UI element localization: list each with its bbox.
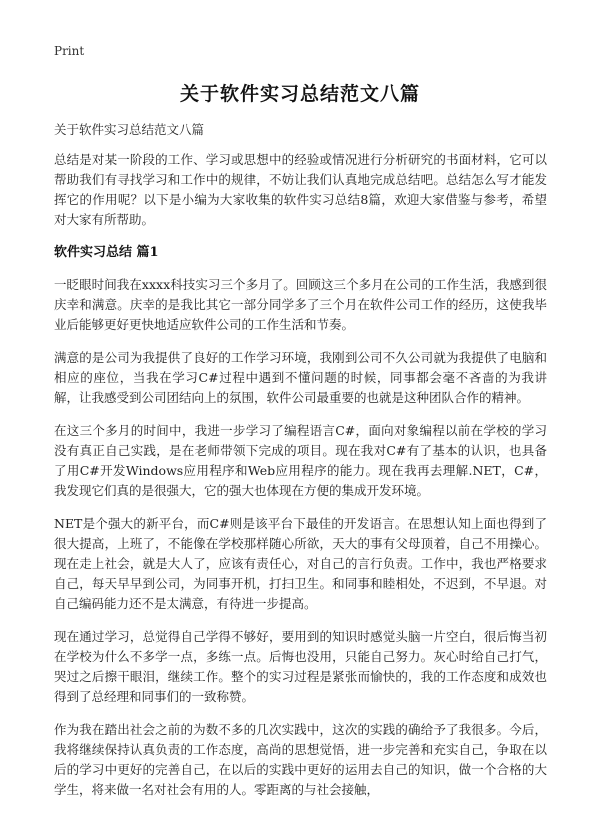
section-heading: 软件实习总结 篇1: [54, 245, 159, 260]
document-subtitle: 关于软件实习总结范文八篇: [54, 122, 205, 137]
body-paragraph-4: NET是个强大的新平台，而C#则是该平台下最佳的开发语言。在思想认知上面也得到了很大提高，上班了，不能像在学校那样随心所欲，天大的事有父母顶着，自己不用操心。现在走上社会，就是大人了，应该有责任心，对自己的言行负责。工作中，我也严格要求自己，每天早早到公司，为同事开机，打扫卫生。和同事和睦相处，不迟到，不早退。对自己编码能力还不是太满意，有待进一步提高。: [54, 516, 547, 611]
body-paragraph-1: 一眨眼时间我在xxxx科技实习三个多月了。回顾这三个多月在公司的工作生活，我感到很庆幸和满意。庆幸的是我比其它一部分同学多了三个月在软件公司工作的经历，这使我毕业后能够更好更快地适应软件公司的工作生活和节奏。: [54, 277, 547, 332]
body-paragraph-2: 满意的是公司为我提供了良好的工作学习环境，我刚到公司不久公司就为我提供了电脑和相应的座位，当我在学习C#过程中遇到不懂问题的时候，同事都会毫不吝啬的为我讲解，让我感受到公司团结向上的氛围，软件公司最重要的也就是这种团队合作的精神。: [54, 350, 547, 405]
body-paragraph-5: 现在通过学习，总觉得自己学得不够好，要用到的知识时感觉头脑一片空白，很后悔当初在学校为什么不多学一点，多练一点。后悔也没用，只能自己努力。灰心时给自己打气，哭过之后擦干眼泪，继续工作。整个的实习过程是紧张而愉快的，我的工作态度和成效也得到了总经理和同事们的一致称赞。: [54, 629, 547, 704]
body-paragraph-3: 在这三个多月的时间中，我进一步学习了编程语言C#，面向对象编程以前在学校的学习没有真正自己实践，是在老师带领下完成的项目。现在我对C#有了基本的认识，也具备了用C#开发Windows应用程序和Web应用程序的能力。现在我再去理解.NET，C#，我发现它们真的是很强大，它的强大也体现在方便的集成开发环境。: [54, 423, 547, 498]
body-paragraph-6: 作为我在踏出社会之前的为数不多的几次实践中，这次的实践的确给予了我很多。今后，我将继续保持认真负责的工作态度，高尚的思想觉悟，进一步完善和充实自己，争取在以后的学习中更好的完善自己，在以后的实践中更好的运用去自己的知识，做一个合格的大学生，将来做一名对社会有用的人。零距离的与社会接触，: [54, 722, 547, 797]
document-body: [54, 120, 547, 813]
print-label: Print: [54, 44, 85, 58]
document-title: 关于软件实习总结范文八篇: [179, 83, 420, 105]
intro-paragraph: 总结是对某一阶段的工作、学习或思想中的经验或情况进行分析研究的书面材料，它可以帮助我们有寻找学习和工作中的规律，不妨让我们认真地完成总结吧。总结怎么写才能发挥它的作用呢？以下是小编为大家收集的软件实习总结8篇，欢迎大家借鉴与参考，希望对大家有所帮助。: [54, 152, 547, 227]
